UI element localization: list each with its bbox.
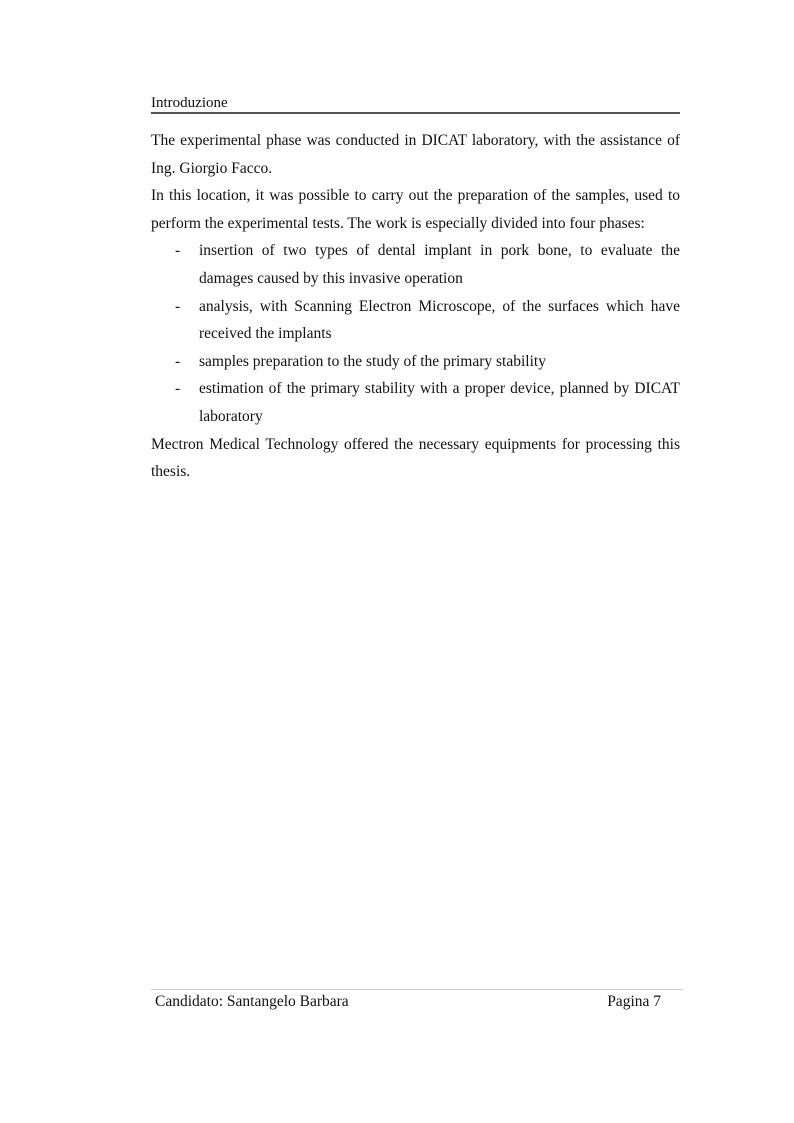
paragraph-acknowledgement: Mectron Medical Technology offered the necessary equipments for processing this thesis. [151, 435, 680, 481]
bullet-dash: - [175, 242, 181, 260]
list-item [151, 237, 680, 292]
list-item-text: estimation of the primary stability with a proper device, planned by DICAT laboratory [199, 380, 680, 425]
section-title: Introduzione [151, 95, 228, 111]
paragraph-location: In this location, it was possible to carry out the preparation of the samples, used to perform the experimental tests. The work is especially divided into four phases: [151, 187, 680, 232]
page-footer [155, 992, 661, 1012]
bullet-dash: - [175, 352, 181, 370]
list-item-text: analysis, with Scanning Electron Microscope, of the surfaces which have received the implants [199, 297, 680, 343]
candidate-name: Candidato: Santangelo Barbara [155, 993, 349, 1010]
list-item [151, 348, 680, 376]
paragraph-intro: The experimental phase was conducted in DICAT laboratory, with the assistance of Ing. Giorgio Facco. [151, 132, 680, 177]
page-number: Pagina 7 [607, 993, 661, 1010]
page-header [151, 94, 680, 114]
list-item [151, 375, 680, 430]
footer-divider [151, 989, 683, 990]
bullet-dash: - [175, 380, 181, 398]
list-item-text: insertion of two types of dental implant in pork bone, to evaluate the damages caused by this invasive operation [199, 242, 680, 287]
list-item [151, 293, 680, 348]
phases-list [151, 237, 680, 430]
body-text [151, 127, 680, 486]
list-item-text: samples preparation to the study of the primary stability [199, 352, 546, 370]
bullet-dash: - [175, 297, 181, 315]
